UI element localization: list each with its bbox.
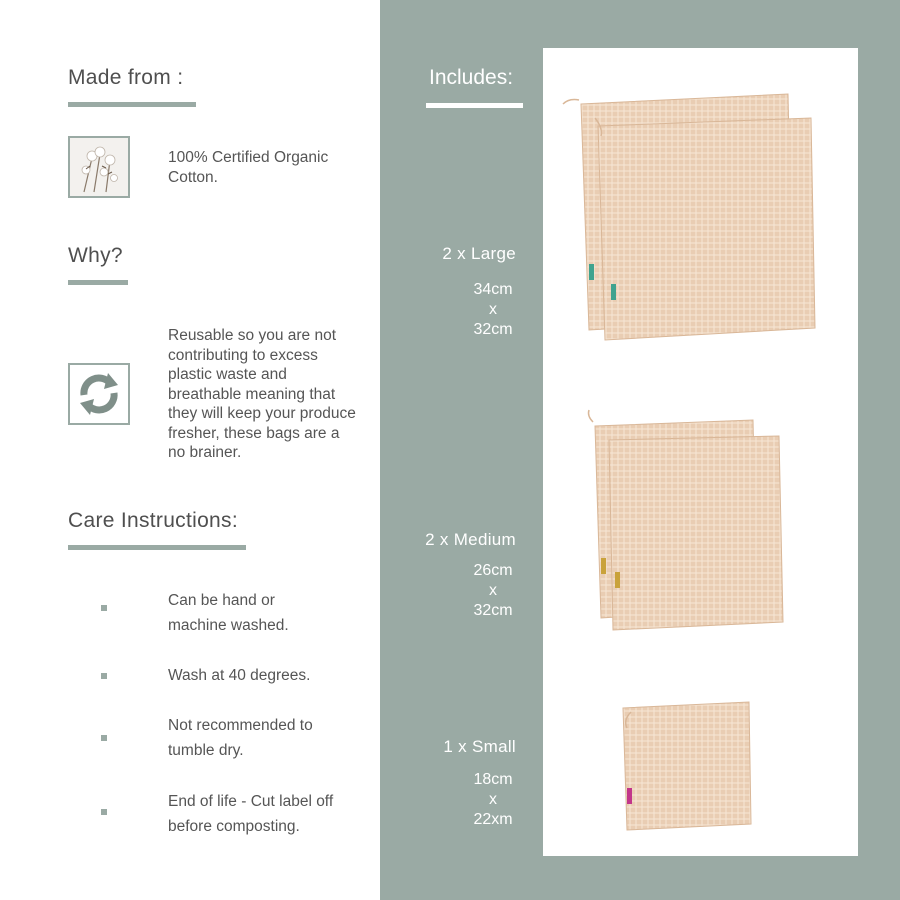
cotton-plant-icon (68, 136, 130, 198)
bag-label-medium (601, 558, 606, 574)
includes-heading: Includes: (429, 66, 514, 89)
dimension-x: x (489, 301, 497, 318)
care-bullet (101, 735, 107, 741)
mesh-bags-illustration (543, 48, 858, 856)
care-item-hand-wash: Can be hand or machine washed. (168, 592, 289, 634)
dimension-height: 22xm (473, 811, 513, 828)
size-label-medium: 2 x Medium (425, 530, 516, 549)
care-item-end-of-life: End of life - Cut label off before composting. (168, 793, 334, 835)
bag-label-large (589, 264, 594, 280)
bag-label-small (627, 788, 632, 804)
why-underline (68, 280, 128, 285)
medium-bags (589, 410, 784, 630)
dimensions-medium (463, 561, 523, 621)
care-bullet (101, 673, 107, 679)
dimensions-large (463, 280, 523, 340)
left-panel (0, 0, 380, 900)
dimension-width: 26cm (473, 562, 513, 579)
bag-label-medium (615, 572, 620, 588)
care-item-40-degrees: Wash at 40 degrees. (168, 667, 311, 684)
made-from-underline (68, 102, 196, 107)
why-text: Reusable so you are not contributing to excess plastic waste and breathable meaning that they will keep your produce fresher, these bags are a no brainer. (168, 327, 356, 461)
made-from-heading: Made from : (68, 66, 184, 89)
care-heading: Care Instructions: (68, 509, 238, 532)
size-label-small: 1 x Small (443, 737, 516, 756)
product-photo-panel (543, 48, 858, 856)
dimensions-small (463, 770, 523, 830)
care-bullet (101, 605, 107, 611)
why-heading: Why? (68, 244, 123, 267)
dimension-height: 32cm (473, 321, 513, 338)
dimension-x: x (489, 791, 497, 808)
dimension-height: 32cm (473, 602, 513, 619)
dimension-width: 34cm (473, 281, 513, 298)
large-bags (563, 94, 815, 340)
bag-label-large (611, 284, 616, 300)
includes-underline (426, 103, 523, 108)
dimension-x: x (489, 582, 497, 599)
care-bullet (101, 809, 107, 815)
care-underline (68, 545, 246, 550)
small-bag (623, 702, 751, 830)
dimension-width: 18cm (473, 771, 513, 788)
care-item-tumble-dry: Not recommended to tumble dry. (168, 717, 313, 759)
recycle-icon (68, 363, 130, 425)
size-label-large: 2 x Large (442, 244, 516, 263)
made-from-text: 100% Certified Organic Cotton. (168, 149, 329, 186)
